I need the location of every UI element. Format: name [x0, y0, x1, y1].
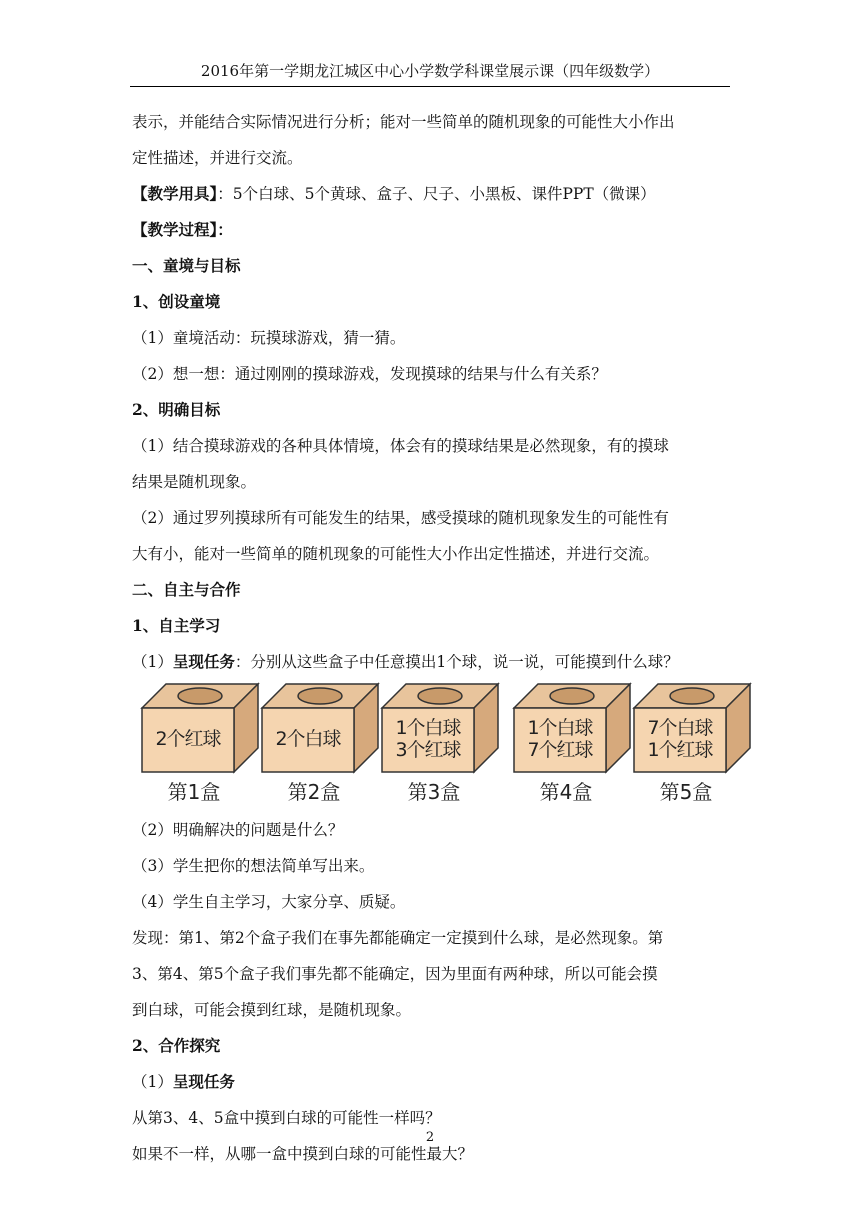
list-item: （2）想一想：通过刚刚的摸球游戏，发现摸球的结果与什么有关系？: [132, 365, 607, 383]
task-text: ：分别从这些盒子中任意摸出1个球，说一说，可能摸到什么球？: [234, 653, 679, 671]
list-item: （2）明确解决的问题是什么？: [132, 821, 344, 839]
box-1: [140, 682, 260, 804]
task-label: 呈现任务: [172, 1072, 235, 1091]
question-line: 从第3、4、5盒中摸到白球的可能性一样吗？: [132, 1109, 441, 1127]
box-content: [382, 708, 474, 770]
list-item: （1）结合摸球游戏的各种具体情境，体会有的摸球结果是必然现象，有的摸球: [132, 437, 669, 455]
box-label: 第3盒: [407, 780, 461, 804]
list-item: 大有小，能对一些简单的随机现象的可能性大小作出定性描述，并进行交流。: [132, 545, 660, 563]
box-line-2: 3个红球: [395, 739, 461, 761]
page-number: 2: [425, 1130, 435, 1145]
box-content: [634, 708, 726, 770]
teaching-tools: [132, 176, 732, 212]
box-label: 第2盒: [287, 780, 341, 804]
subheading-2-2: 2、合作探究: [132, 1036, 221, 1055]
section-heading-1: 一、童境与目标: [132, 256, 241, 275]
box-3: [380, 682, 500, 804]
finding-line: 3、第4、第5个盒子我们事先都不能确定，因为里面有两种球，所以可能会摸: [132, 965, 658, 983]
finding-line: 到白球，可能会摸到红球，是随机现象。: [132, 1001, 412, 1019]
task-prefix: （1）: [132, 1073, 173, 1091]
document-body: [132, 104, 732, 1172]
box-4: [512, 682, 632, 804]
list-item: （1）童境活动：玩摸球游戏，猜一猜。: [132, 329, 406, 347]
task-line: [132, 644, 732, 680]
box-2: [260, 682, 380, 804]
task-label: 呈现任务: [172, 652, 235, 671]
box-5: [632, 682, 752, 804]
box-line-1: 1个白球: [527, 717, 593, 739]
paragraph-line: 定性描述，并进行交流。: [132, 149, 303, 167]
box-label: 第4盒: [539, 780, 593, 804]
box-content: [514, 708, 606, 770]
task-prefix: （1）: [132, 653, 173, 671]
list-item: （3）学生把你的想法简单写出来。: [132, 857, 375, 875]
box-line-2: 7个红球: [527, 739, 593, 761]
box-line-1: 1个白球: [395, 717, 461, 739]
paragraph-line: 表示，并能结合实际情况进行分析；能对一些简单的随机现象的可能性大小作出: [132, 113, 675, 131]
subheading-1-2: 2、明确目标: [132, 400, 221, 419]
box-line-1: 2个白球: [275, 728, 341, 750]
section-heading-2: 二、自主与合作: [132, 580, 241, 599]
box-label: 第1盒: [167, 780, 221, 804]
box-label: 第5盒: [659, 780, 713, 804]
list-item: （2）通过罗列摸球所有可能发生的结果，感受摸球的随机现象发生的可能性有: [132, 509, 669, 527]
teaching-process-heading: 【教学过程】：: [132, 220, 233, 239]
page-header: 2016年第一学期龙江城区中心小学数学科课堂展示课（四年级数学）: [130, 60, 730, 87]
list-item: 结果是随机现象。: [132, 473, 257, 491]
question-line: 如果不一样，从哪一盒中摸到白球的可能性最大？: [132, 1145, 474, 1163]
box-line-1: 7个白球: [647, 717, 713, 739]
list-item: （4）学生自主学习，大家分享、质疑。: [132, 893, 406, 911]
tools-text: ：5个白球、5个黄球、盒子、尺子、小黑板、课件PPT（微课）: [217, 185, 656, 203]
subheading-2-1: 1、自主学习: [132, 616, 221, 635]
box-illustration: [140, 682, 732, 812]
finding-line: 发现：第1、第2个盒子我们在事先都能确定一定摸到什么球，是必然现象。第: [132, 929, 664, 947]
box-content: [262, 708, 354, 770]
task-line-2: [132, 1064, 732, 1100]
box-line-1: 2个红球: [155, 728, 221, 750]
tools-label: 【教学用具】: [132, 184, 218, 203]
box-content: [142, 708, 234, 770]
subheading-1-1: 1、创设童境: [132, 292, 221, 311]
box-line-2: 1个红球: [647, 739, 713, 761]
